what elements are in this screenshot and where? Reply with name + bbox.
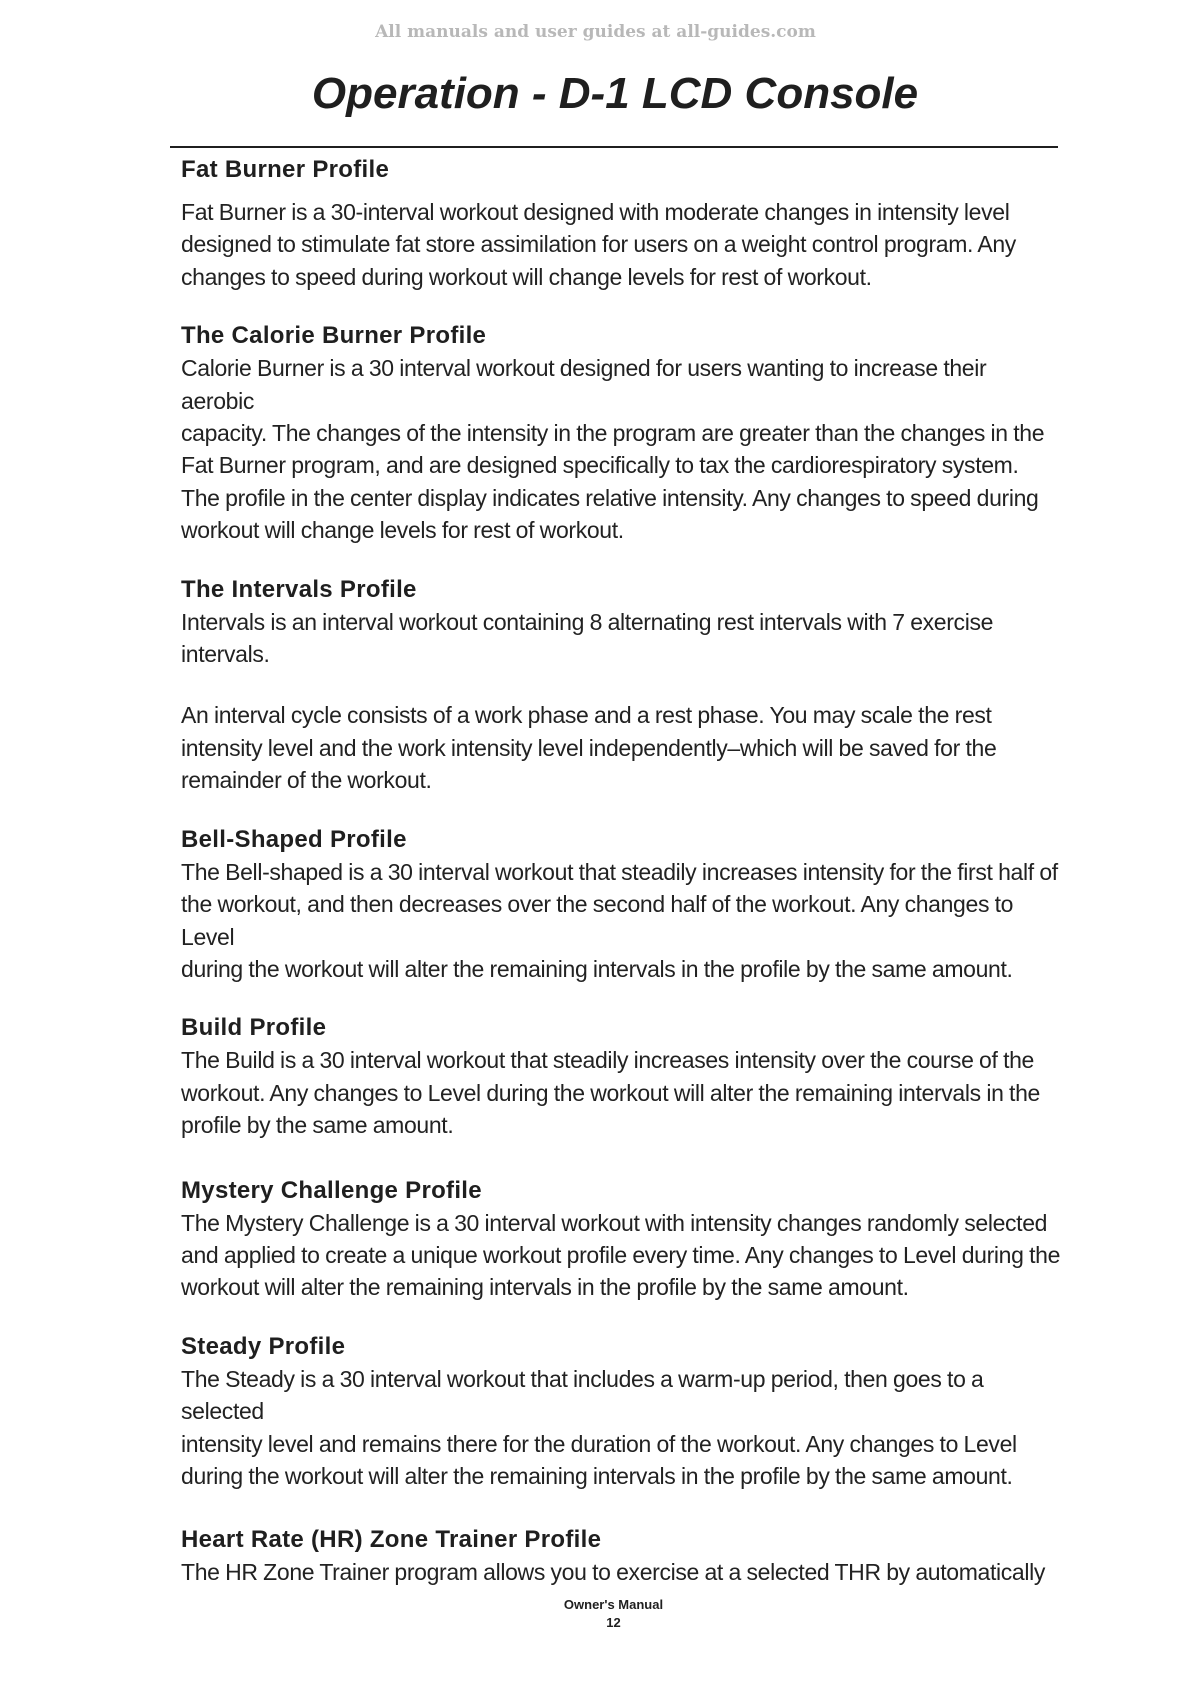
section-heading: Build Profile xyxy=(181,1014,327,1042)
page-content xyxy=(181,154,1061,1589)
section-build xyxy=(181,1012,1061,1141)
footer-manual-label: Owner's Manual xyxy=(563,1597,664,1612)
section-steady xyxy=(181,1331,1061,1493)
section-paragraph: Intervals is an interval workout containing 8 alternating rest intervals with 7 exercise intervals. xyxy=(181,608,994,668)
section-heading: The Calorie Burner Profile xyxy=(181,322,487,350)
section-paragraph: An interval cycle consists of a work phase and a rest phase. You may scale the rest intensity level and the work intensity level independently–which will be saved for the remainder of the workout. xyxy=(181,702,997,794)
section-calorie-burner xyxy=(181,320,1061,546)
section-bell-shaped xyxy=(181,824,1061,986)
section-heading: Steady Profile xyxy=(181,1332,346,1360)
section-intervals xyxy=(181,574,1061,797)
section-fat-burner xyxy=(181,154,1061,293)
section-mystery-challenge xyxy=(181,1175,1061,1304)
page-number: 12 xyxy=(606,1615,621,1630)
section-paragraph: The Bell-shaped is a 30 interval workout that steadily increases intensity for the first half of the workout, and then decreases over the second half of the workout. Any changes to Level during the workout will alter the remaining intervals in the profile by the same amount. xyxy=(181,858,1058,982)
page-footer xyxy=(0,1596,1191,1632)
section-heading: The Intervals Profile xyxy=(181,575,417,603)
section-paragraph: The Build is a 30 interval workout that steadily increases intensity over the course of the workout. Any changes to Level during the workout will alter the remaining intervals in the profile by the same amount. xyxy=(181,1047,1040,1139)
watermark-text: All manuals and user guides at all-guides.com xyxy=(375,22,816,42)
section-paragraph: Calorie Burner is a 30 interval workout designed for users wanting to increase their aerobic capacity. The changes of the intensity in the program are greater than the changes in the Fat Burner program, and are designed specifically to tax the cardiorespiratory system. The profile in the center display indicates relative intensity. Any changes to speed during workout will change levels for rest of workout. xyxy=(181,355,1045,544)
section-paragraph: The HR Zone Trainer program allows you to exercise at a selected THR by automatically xyxy=(181,1559,1046,1586)
section-heading: Heart Rate (HR) Zone Trainer Profile xyxy=(181,1526,602,1554)
title-divider xyxy=(170,146,1058,148)
section-heading: Fat Burner Profile xyxy=(181,156,390,183)
section-hr-zone-trainer xyxy=(181,1524,1061,1588)
section-paragraph: The Steady is a 30 interval workout that includes a warm-up period, then goes to a selected intensity level and remains there for the duration of the workout. Any changes to Level during the workout will alter the remaining intervals in the profile by the same amount. xyxy=(181,1365,1017,1489)
section-heading: Bell-Shaped Profile xyxy=(181,825,407,853)
section-paragraph: Fat Burner is a 30-interval workout designed with moderate changes in intensity level designed to stimulate fat store assimilation for users on a weight control program. Any changes to speed during workout will change levels for rest of workout. xyxy=(181,199,1016,290)
section-heading: Mystery Challenge Profile xyxy=(181,1176,482,1204)
section-paragraph: The Mystery Challenge is a 30 interval workout with intensity changes randomly selected and applied to create a unique workout profile every time. Any changes to Level during the workout will alter the remaining intervals in the profile by the same amount. xyxy=(181,1209,1061,1301)
page-title: Operation - D-1 LCD Console xyxy=(311,69,919,118)
